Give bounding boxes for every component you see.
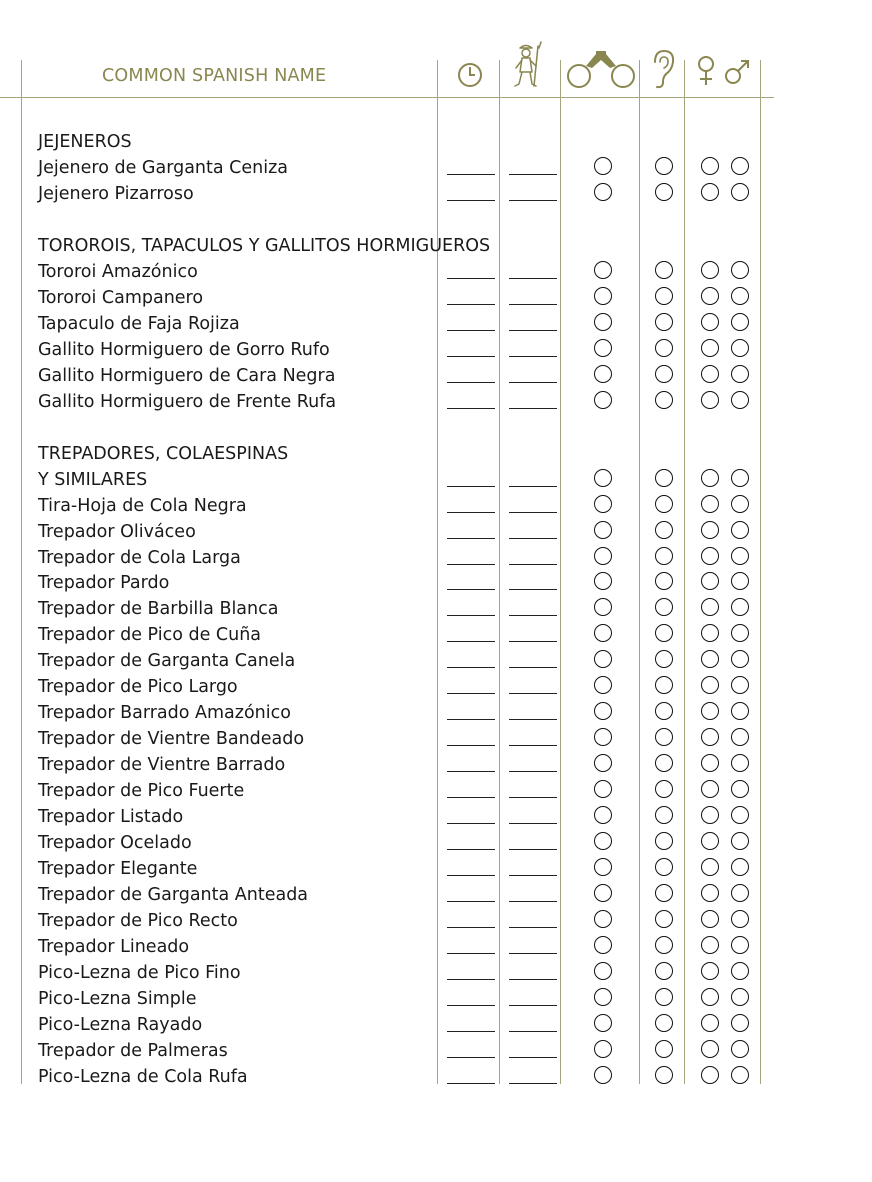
species-name: Trepador Barrado Amazónico <box>38 703 291 724</box>
male-checkbox[interactable] <box>731 157 749 175</box>
place-blank[interactable] <box>509 719 557 720</box>
species-name: Trepador Elegante <box>38 859 198 880</box>
heard-checkbox[interactable] <box>655 495 673 513</box>
seen-checkbox[interactable] <box>594 832 612 850</box>
male-checkbox[interactable] <box>731 261 749 279</box>
male-checkbox[interactable] <box>731 469 749 487</box>
male-checkbox[interactable] <box>731 624 749 642</box>
species-name: Trepador Lineado <box>38 937 190 958</box>
female-checkbox[interactable] <box>701 1066 719 1084</box>
place-blank[interactable] <box>509 641 557 642</box>
male-checkbox[interactable] <box>731 495 749 513</box>
species-name: Trepador de Garganta Anteada <box>38 885 309 906</box>
seen-checkbox[interactable] <box>594 572 612 590</box>
species-row <box>0 1064 872 1090</box>
female-checkbox[interactable] <box>701 261 719 279</box>
seen-checkbox[interactable] <box>594 365 612 383</box>
place-blank[interactable] <box>509 901 557 902</box>
place-blank[interactable] <box>509 953 557 954</box>
species-row <box>0 778 872 804</box>
male-checkbox[interactable] <box>731 702 749 720</box>
female-checkbox[interactable] <box>701 650 719 668</box>
species-name: Trepador de Pico Fuerte <box>38 781 245 802</box>
species-row <box>0 493 872 519</box>
species-row <box>0 726 872 752</box>
place-blank[interactable] <box>509 538 557 539</box>
seen-checkbox[interactable] <box>594 287 612 305</box>
female-checkbox[interactable] <box>701 521 719 539</box>
date-blank[interactable] <box>447 927 495 928</box>
male-checkbox[interactable] <box>731 547 749 565</box>
seen-checkbox[interactable] <box>594 910 612 928</box>
date-blank[interactable] <box>447 200 495 201</box>
species-row <box>0 856 872 882</box>
species-name: Trepador de Vientre Bandeado <box>38 729 305 750</box>
species-name: Gallito Hormiguero de Gorro Rufo <box>38 339 330 360</box>
date-blank[interactable] <box>447 278 495 279</box>
seen-checkbox[interactable] <box>594 313 612 331</box>
place-blank[interactable] <box>509 408 557 409</box>
species-name: Trepador de Vientre Barrado <box>38 755 286 776</box>
species-row <box>0 311 872 337</box>
male-checkbox[interactable] <box>731 391 749 409</box>
place-blank[interactable] <box>509 771 557 772</box>
heard-checkbox[interactable] <box>655 391 673 409</box>
date-blank[interactable] <box>447 356 495 357</box>
species-row <box>0 908 872 934</box>
heard-checkbox[interactable] <box>655 936 673 954</box>
section-heading-label: TOROROIS, TAPACULOS Y GALLITOS HORMIGUEROS <box>38 235 491 256</box>
male-checkbox[interactable] <box>731 884 749 902</box>
seen-checkbox[interactable] <box>594 1066 612 1084</box>
seen-checkbox[interactable] <box>594 1040 612 1058</box>
place-blank[interactable] <box>509 1031 557 1032</box>
female-checkbox[interactable] <box>701 884 719 902</box>
column-header-title: COMMON SPANISH NAME <box>102 66 327 86</box>
female-checkbox[interactable] <box>701 702 719 720</box>
male-checkbox[interactable] <box>731 313 749 331</box>
heard-checkbox[interactable] <box>655 676 673 694</box>
heard-checkbox[interactable] <box>655 261 673 279</box>
date-blank[interactable] <box>447 693 495 694</box>
female-checkbox[interactable] <box>701 858 719 876</box>
seen-checkbox[interactable] <box>594 547 612 565</box>
heard-checkbox[interactable] <box>655 1066 673 1084</box>
date-blank[interactable] <box>447 382 495 383</box>
heard-checkbox[interactable] <box>655 598 673 616</box>
male-checkbox[interactable] <box>731 806 749 824</box>
male-checkbox[interactable] <box>731 910 749 928</box>
species-row <box>0 674 872 700</box>
species-row <box>0 467 872 493</box>
heard-checkbox[interactable] <box>655 572 673 590</box>
species-row <box>0 986 872 1012</box>
species-row <box>0 804 872 830</box>
seen-checkbox[interactable] <box>594 521 612 539</box>
female-checkbox[interactable] <box>701 1040 719 1058</box>
female-checkbox[interactable] <box>701 624 719 642</box>
species-name: Pico-Lezna Rayado <box>38 1014 203 1035</box>
seen-checkbox[interactable] <box>594 988 612 1006</box>
section-heading <box>0 233 872 259</box>
female-checkbox[interactable] <box>701 832 719 850</box>
species-row <box>0 519 872 545</box>
species-name: Jejenero Pizarroso <box>38 183 194 204</box>
date-blank[interactable] <box>447 719 495 720</box>
female-checkbox[interactable] <box>701 754 719 772</box>
seen-checkbox[interactable] <box>594 624 612 642</box>
species-row <box>0 363 872 389</box>
species-row <box>0 570 872 596</box>
seen-checkbox[interactable] <box>594 1014 612 1032</box>
header-rule <box>0 97 774 98</box>
date-blank[interactable] <box>447 564 495 565</box>
date-blank[interactable] <box>447 538 495 539</box>
species-name: Trepador Oliváceo <box>38 521 196 542</box>
female-checkbox[interactable] <box>701 547 719 565</box>
male-checkbox[interactable] <box>731 962 749 980</box>
place-blank[interactable] <box>509 979 557 980</box>
seen-checkbox[interactable] <box>594 728 612 746</box>
seen-checkbox[interactable] <box>594 157 612 175</box>
date-blank[interactable] <box>447 641 495 642</box>
species-row <box>0 545 872 571</box>
species-name: Tira-Hoja de Cola Negra <box>38 495 247 516</box>
heard-checkbox[interactable] <box>655 1014 673 1032</box>
seen-checkbox[interactable] <box>594 884 612 902</box>
heard-checkbox[interactable] <box>655 806 673 824</box>
section-heading-label: Y SIMILARES <box>38 469 148 490</box>
date-blank[interactable] <box>447 875 495 876</box>
clock-icon <box>456 61 484 89</box>
male-checkbox[interactable] <box>731 832 749 850</box>
male-checkbox[interactable] <box>731 1066 749 1084</box>
female-checkbox[interactable] <box>701 287 719 305</box>
species-name: Pico-Lezna Simple <box>38 989 197 1009</box>
female-checkbox[interactable] <box>701 780 719 798</box>
species-row <box>0 934 872 960</box>
date-blank[interactable] <box>447 486 495 487</box>
male-checkbox[interactable] <box>731 858 749 876</box>
date-blank[interactable] <box>447 512 495 513</box>
heard-checkbox[interactable] <box>655 728 673 746</box>
heard-checkbox[interactable] <box>655 858 673 876</box>
species-name: Tororoi Campanero <box>38 287 204 308</box>
male-checkbox[interactable] <box>731 1014 749 1032</box>
species-name: Tapaculo de Faja Rojiza <box>38 313 240 334</box>
species-name: Pico-Lezna de Pico Fino <box>38 963 241 984</box>
date-blank[interactable] <box>447 615 495 616</box>
section-heading-label: JEJENEROS <box>38 132 132 152</box>
heard-checkbox[interactable] <box>655 884 673 902</box>
date-blank[interactable] <box>447 745 495 746</box>
section-heading <box>0 441 872 467</box>
heard-checkbox[interactable] <box>655 547 673 565</box>
seen-checkbox[interactable] <box>594 391 612 409</box>
place-blank[interactable] <box>509 589 557 590</box>
heard-checkbox[interactable] <box>655 962 673 980</box>
species-row <box>0 389 872 415</box>
female-checkbox[interactable] <box>701 962 719 980</box>
species-name: Jejenero de Garganta Ceniza <box>38 157 289 178</box>
female-checkbox[interactable] <box>701 598 719 616</box>
date-blank[interactable] <box>447 1005 495 1006</box>
seen-checkbox[interactable] <box>594 676 612 694</box>
date-blank[interactable] <box>447 953 495 954</box>
species-name: Trepador de Pico Largo <box>38 677 238 698</box>
male-checkbox[interactable] <box>731 754 749 772</box>
species-row <box>0 622 872 648</box>
male-checkbox[interactable] <box>731 650 749 668</box>
date-blank[interactable] <box>447 797 495 798</box>
species-row <box>0 960 872 986</box>
male-checkbox[interactable] <box>731 572 749 590</box>
species-row <box>0 155 872 181</box>
date-blank[interactable] <box>447 330 495 331</box>
female-checkbox[interactable] <box>701 936 719 954</box>
heard-checkbox[interactable] <box>655 832 673 850</box>
female-checkbox[interactable] <box>701 339 719 357</box>
species-row <box>0 700 872 726</box>
species-row <box>0 337 872 363</box>
place-blank[interactable] <box>509 693 557 694</box>
male-checkbox[interactable] <box>731 339 749 357</box>
section-heading <box>0 129 872 155</box>
place-blank[interactable] <box>509 486 557 487</box>
seen-checkbox[interactable] <box>594 702 612 720</box>
heard-checkbox[interactable] <box>655 521 673 539</box>
seen-checkbox[interactable] <box>594 754 612 772</box>
species-row <box>0 882 872 908</box>
seen-checkbox[interactable] <box>594 936 612 954</box>
place-blank[interactable] <box>509 330 557 331</box>
heard-checkbox[interactable] <box>655 702 673 720</box>
female-checkbox[interactable] <box>701 469 719 487</box>
species-row <box>0 1012 872 1038</box>
section-heading-label: TREPADORES, COLAESPINAS <box>38 443 289 464</box>
place-blank[interactable] <box>509 278 557 279</box>
heard-checkbox[interactable] <box>655 469 673 487</box>
species-name: Trepador de Pico Recto <box>38 911 238 932</box>
species-name: Pico-Lezna de Cola Rufa <box>38 1066 248 1087</box>
seen-checkbox[interactable] <box>594 495 612 513</box>
date-blank[interactable] <box>447 1031 495 1032</box>
date-blank[interactable] <box>447 408 495 409</box>
date-blank[interactable] <box>447 771 495 772</box>
species-row <box>0 181 872 207</box>
seen-checkbox[interactable] <box>594 261 612 279</box>
heard-checkbox[interactable] <box>655 624 673 642</box>
date-blank[interactable] <box>447 823 495 824</box>
male-checkbox[interactable] <box>731 598 749 616</box>
seen-checkbox[interactable] <box>594 650 612 668</box>
male-checkbox[interactable] <box>731 728 749 746</box>
place-blank[interactable] <box>509 1057 557 1058</box>
place-blank[interactable] <box>509 875 557 876</box>
species-name: Trepador Listado <box>38 807 184 828</box>
species-name: Trepador de Pico de Cuña <box>38 625 262 646</box>
seen-checkbox[interactable] <box>594 339 612 357</box>
male-checkbox[interactable] <box>731 676 749 694</box>
heard-checkbox[interactable] <box>655 287 673 305</box>
heard-checkbox[interactable] <box>655 650 673 668</box>
female-checkbox[interactable] <box>701 806 719 824</box>
date-blank[interactable] <box>447 1057 495 1058</box>
female-checkbox[interactable] <box>701 728 719 746</box>
date-blank[interactable] <box>447 849 495 850</box>
species-name: Trepador Pardo <box>38 573 170 594</box>
species-row <box>0 285 872 311</box>
ear-icon <box>649 48 677 90</box>
place-blank[interactable] <box>509 667 557 668</box>
place-blank[interactable] <box>509 512 557 513</box>
female-checkbox[interactable] <box>701 157 719 175</box>
female-checkbox[interactable] <box>701 1014 719 1032</box>
species-row <box>0 648 872 674</box>
seen-checkbox[interactable] <box>594 183 612 201</box>
male-checkbox[interactable] <box>731 365 749 383</box>
male-checkbox[interactable] <box>731 780 749 798</box>
species-name: Gallito Hormiguero de Cara Negra <box>38 365 336 386</box>
heard-checkbox[interactable] <box>655 754 673 772</box>
birdwatcher-icon <box>508 40 548 90</box>
heard-checkbox[interactable] <box>655 910 673 928</box>
binoculars-icon <box>566 48 636 90</box>
heard-checkbox[interactable] <box>655 183 673 201</box>
place-blank[interactable] <box>509 174 557 175</box>
heard-checkbox[interactable] <box>655 1040 673 1058</box>
species-name: Tororoi Amazónico <box>38 261 198 282</box>
male-checkbox[interactable] <box>731 936 749 954</box>
seen-checkbox[interactable] <box>594 469 612 487</box>
species-row <box>0 830 872 856</box>
place-blank[interactable] <box>509 304 557 305</box>
species-name: Gallito Hormiguero de Frente Rufa <box>38 391 337 412</box>
heard-checkbox[interactable] <box>655 988 673 1006</box>
place-blank[interactable] <box>509 1083 557 1084</box>
place-blank[interactable] <box>509 200 557 201</box>
heard-checkbox[interactable] <box>655 313 673 331</box>
female-checkbox[interactable] <box>701 495 719 513</box>
female-checkbox[interactable] <box>701 365 719 383</box>
species-row <box>0 1038 872 1064</box>
date-blank[interactable] <box>447 304 495 305</box>
female-male-icon <box>696 55 752 87</box>
female-checkbox[interactable] <box>701 313 719 331</box>
heard-checkbox[interactable] <box>655 780 673 798</box>
place-blank[interactable] <box>509 823 557 824</box>
species-row <box>0 596 872 622</box>
male-checkbox[interactable] <box>731 183 749 201</box>
heard-checkbox[interactable] <box>655 339 673 357</box>
species-name: Trepador de Garganta Canela <box>38 651 296 672</box>
heard-checkbox[interactable] <box>655 365 673 383</box>
species-name: Trepador de Cola Larga <box>38 547 241 568</box>
place-blank[interactable] <box>509 382 557 383</box>
female-checkbox[interactable] <box>701 676 719 694</box>
place-blank[interactable] <box>509 615 557 616</box>
row-spacer <box>0 415 872 441</box>
place-blank[interactable] <box>509 564 557 565</box>
male-checkbox[interactable] <box>731 988 749 1006</box>
place-blank[interactable] <box>509 1005 557 1006</box>
female-checkbox[interactable] <box>701 988 719 1006</box>
date-blank[interactable] <box>447 979 495 980</box>
female-checkbox[interactable] <box>701 183 719 201</box>
species-name: Trepador Ocelado <box>38 833 192 854</box>
place-blank[interactable] <box>509 356 557 357</box>
female-checkbox[interactable] <box>701 572 719 590</box>
female-checkbox[interactable] <box>701 910 719 928</box>
date-blank[interactable] <box>447 1083 495 1084</box>
place-blank[interactable] <box>509 797 557 798</box>
place-blank[interactable] <box>509 745 557 746</box>
seen-checkbox[interactable] <box>594 780 612 798</box>
male-checkbox[interactable] <box>731 521 749 539</box>
row-spacer <box>0 207 872 233</box>
date-blank[interactable] <box>447 589 495 590</box>
male-checkbox[interactable] <box>731 1040 749 1058</box>
place-blank[interactable] <box>509 927 557 928</box>
male-checkbox[interactable] <box>731 287 749 305</box>
species-row <box>0 259 872 285</box>
heard-checkbox[interactable] <box>655 157 673 175</box>
species-name: Trepador de Barbilla Blanca <box>38 599 279 620</box>
date-blank[interactable] <box>447 174 495 175</box>
species-row <box>0 752 872 778</box>
place-blank[interactable] <box>509 849 557 850</box>
date-blank[interactable] <box>447 667 495 668</box>
species-name: Trepador de Palmeras <box>38 1040 228 1061</box>
female-checkbox[interactable] <box>701 391 719 409</box>
seen-checkbox[interactable] <box>594 858 612 876</box>
seen-checkbox[interactable] <box>594 806 612 824</box>
seen-checkbox[interactable] <box>594 962 612 980</box>
date-blank[interactable] <box>447 901 495 902</box>
seen-checkbox[interactable] <box>594 598 612 616</box>
